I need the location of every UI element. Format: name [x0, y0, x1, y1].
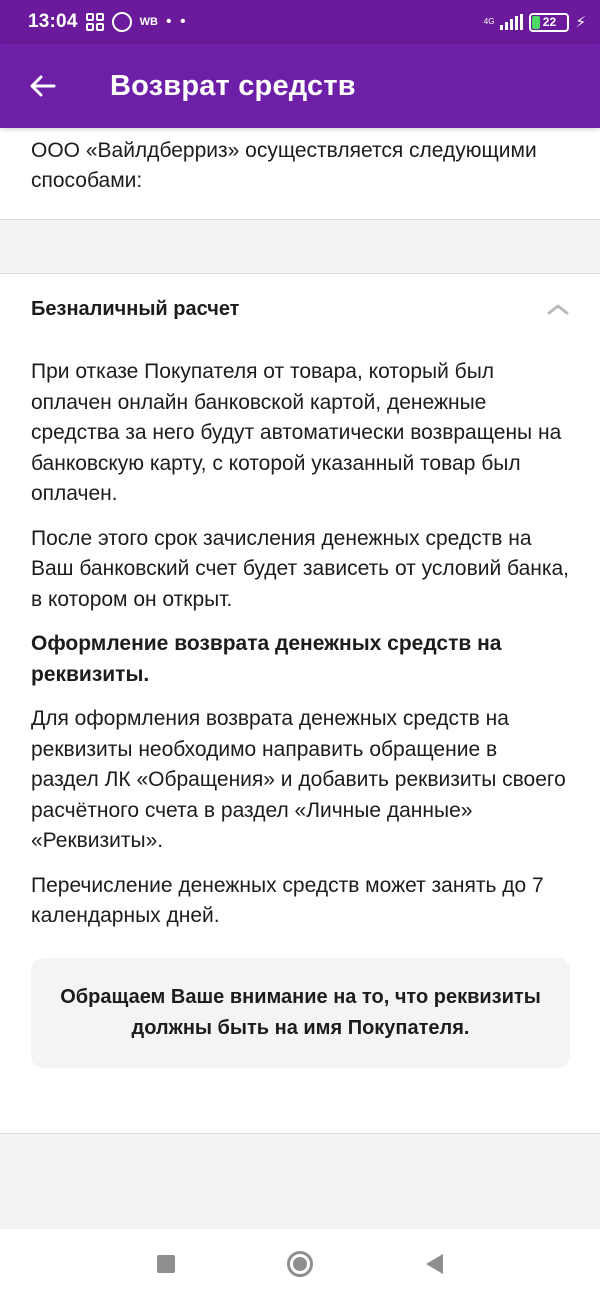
status-system-icons — [484, 13, 586, 32]
battery-level: 22 — [542, 15, 557, 29]
status-bar — [0, 0, 600, 44]
accordion-title: Безналичный расчет — [31, 297, 240, 320]
home-button[interactable] — [233, 1229, 367, 1299]
accordion-section — [0, 274, 600, 1068]
paragraph-refund-instructions: Для оформления возврата денежных средств на реквизиты необходимо направить обращение в раздел ЛК «Обращения» и добавить реквизиты своего расчётного счета в раздел «Личные данные» «Реквизиты». — [31, 707, 566, 852]
status-notification-icons — [86, 12, 188, 32]
network-type-label: 4G — [483, 17, 495, 26]
apps-grid-icon — [86, 13, 104, 31]
circle-icon — [287, 1251, 313, 1277]
system-nav-bar — [0, 1229, 600, 1299]
status-time: 13:04 — [28, 11, 78, 32]
subheading-refund-by-details: Оформление возврата денежных средств на реквизиты. — [31, 632, 502, 686]
signal-icon — [500, 14, 523, 30]
nav-back-button[interactable] — [367, 1229, 501, 1299]
page-title: Возврат средств — [110, 69, 356, 102]
battery-icon — [529, 13, 569, 32]
viber-icon — [112, 12, 132, 32]
triangle-back-icon — [426, 1254, 443, 1274]
app-bar — [0, 44, 600, 128]
bottom-spacer — [0, 1134, 600, 1229]
paragraph-bank-terms: После этого срок зачисления денежных средств на Ваш банковский счет будет зависеть от условий банка, в котором он открыт. — [31, 526, 570, 611]
paragraph-transfer-time: Перечисление денежных средств может занять до 7 календарных дней. — [31, 873, 544, 927]
notice-box: Обращаем Ваше внимание на то, что реквизиты должны быть на имя Покупателя. — [31, 958, 570, 1068]
more-notifications-icon: • • — [165, 13, 188, 30]
content-scroll[interactable] — [0, 128, 600, 1068]
chevron-up-icon[interactable] — [546, 302, 570, 316]
paragraph-card-refund: При отказе Покупателя от товара, который был оплачен онлайн банковской картой, денежные средства за него будут автоматически возвращены на банковскую карту, с которой указанный товар был оплачен. — [31, 360, 562, 505]
square-icon — [157, 1255, 175, 1273]
charging-icon: ⚡ — [575, 14, 586, 31]
section-separator — [0, 220, 600, 274]
intro-text: ООО «Вайлдберриз» осуществляется следующими способами: — [0, 128, 600, 220]
wb-icon: WB — [139, 16, 158, 28]
accordion-header[interactable] — [31, 274, 570, 344]
arrow-left-icon — [30, 75, 56, 97]
back-button[interactable] — [0, 44, 86, 128]
recents-button[interactable] — [99, 1229, 233, 1299]
